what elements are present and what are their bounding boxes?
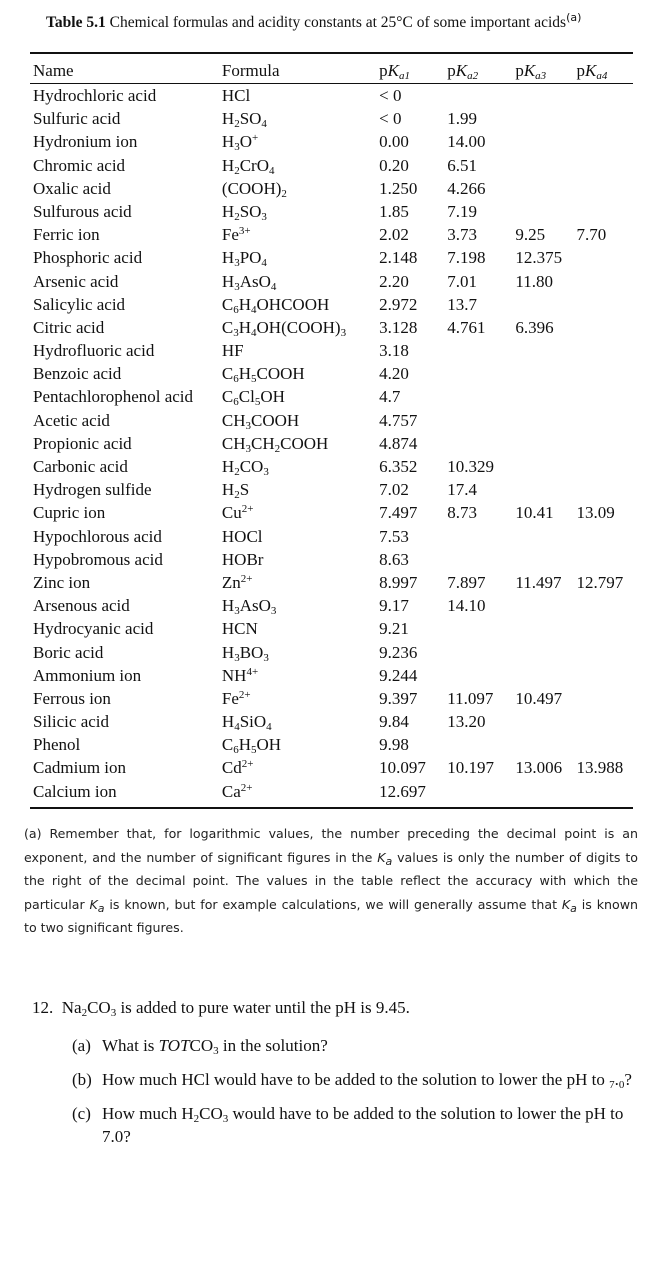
cell-pka4 [574, 780, 633, 803]
problem-part [32, 1034, 638, 1057]
caption-note-ref: (a) [566, 11, 582, 24]
table-row [30, 154, 633, 177]
cell-pka3: 11.497 [515, 572, 562, 592]
cell-pka2 [444, 548, 512, 571]
table-row [30, 780, 633, 803]
table-row [30, 293, 633, 316]
problem-part-label: (c) [72, 1104, 91, 1123]
table-row [30, 501, 633, 524]
cell-pka2: 11.097 [447, 688, 494, 708]
cell-pka2: 14.00 [447, 132, 486, 152]
caption-label: Table 5.1 [46, 14, 106, 31]
problem-parts [32, 1034, 638, 1148]
cell-formula: $Fe^{2+}$ [221, 688, 251, 708]
problem-part-text: How much $H_2CO_3$ would have to be added to the solution to lower the pH to 7.0? [102, 1104, 624, 1146]
cell-formula: $Ca^{2+}$ [221, 781, 253, 801]
cell-formula: $NH^{4+}$ [221, 665, 259, 685]
cell-pka1: 9.17 [379, 596, 409, 616]
cell-pka2 [444, 432, 512, 455]
cell-name: Phenol [33, 735, 81, 755]
cell-pka4 [574, 200, 633, 223]
cell-pka2 [444, 780, 512, 803]
cell-name: Pentachlorophenol acid [33, 387, 194, 407]
cell-pka1: < 0 [379, 109, 402, 129]
cell-pka3 [512, 733, 573, 756]
cell-pka1: 8.63 [379, 549, 409, 569]
cell-pka3: 11.80 [515, 271, 553, 291]
table-body [30, 84, 633, 803]
cell-name: Acetic acid [33, 410, 110, 430]
cell-pka2: 4.266 [447, 178, 486, 198]
cell-pka2: 7.19 [447, 201, 477, 221]
cell-formula: HCl [221, 86, 251, 105]
cell-formula: $C_6Cl_5OH$ [221, 387, 285, 409]
cell-pka2 [444, 664, 512, 687]
table-row [30, 432, 633, 455]
problem-part-text: How much HCl would have to be added to the solution to lower the pH to $_7._0$? [102, 1070, 632, 1091]
cell-pka4: 12.797 [576, 572, 624, 592]
cell-pka4 [574, 409, 633, 432]
cell-pka3 [512, 641, 573, 664]
cell-pka1: 4.20 [379, 364, 409, 384]
cell-pka3: 10.497 [515, 688, 563, 708]
table-row [30, 664, 633, 687]
cell-formula: $H_4SiO_4$ [221, 712, 272, 734]
cell-pka2: 7.01 [447, 271, 477, 291]
cell-name: Calcium ion [33, 781, 117, 801]
cell-pka4 [574, 687, 633, 710]
table-row [30, 84, 633, 107]
cell-pka4: 13.988 [576, 758, 624, 778]
cell-pka1: 4.874 [379, 433, 418, 453]
cell-name: Propionic acid [33, 433, 132, 453]
table-row [30, 617, 633, 640]
cell-pka4 [574, 525, 633, 548]
cell-pka2 [444, 339, 512, 362]
cell-pka3 [512, 617, 573, 640]
table-row [30, 270, 633, 293]
cell-pka3 [512, 154, 573, 177]
cell-formula: $C_6H_5OH$ [221, 735, 282, 757]
cell-formula: $H_3O^+$ [221, 132, 259, 154]
cell-pka4 [574, 84, 633, 107]
cell-pka3 [512, 409, 573, 432]
cell-name: Benzoic acid [33, 364, 122, 384]
cell-formula: $CH_3COOH$ [221, 410, 300, 432]
cell-pka3: 9.25 [515, 225, 546, 245]
problem-stem [32, 996, 638, 1020]
cell-pka2: 4.761 [447, 317, 486, 337]
cell-formula: $H_2SO_4$ [221, 109, 267, 131]
table-row [30, 246, 633, 269]
cell-pka1: 10.097 [379, 758, 426, 778]
cell-pka1: 12.697 [379, 781, 426, 801]
cell-name: Carbonic acid [33, 457, 128, 476]
table-top-rule [30, 52, 633, 54]
cell-pka1: 2.148 [379, 248, 418, 268]
caption-text: Chemical formulas and acidity constants at 25°C of some important acids [109, 14, 567, 31]
cell-name: Hydronium ion [33, 132, 138, 152]
cell-pka4 [574, 130, 633, 153]
cell-pka2 [444, 385, 512, 408]
table-row [30, 594, 633, 617]
table-row [30, 177, 633, 200]
cell-pka3 [512, 107, 573, 130]
cell-pka4 [574, 617, 633, 640]
cell-pka4 [574, 385, 633, 408]
cell-formula: HOBr [221, 549, 264, 569]
cell-pka2: 7.198 [447, 248, 486, 268]
cell-name: Hydrocyanic acid [33, 619, 154, 639]
cell-pka1: 2.02 [379, 225, 409, 245]
cell-pka3 [512, 548, 573, 571]
cell-formula: $C_3H_4OH(COOH)_3$ [221, 317, 347, 339]
cell-pka3 [512, 432, 573, 455]
problem-part [32, 1102, 638, 1148]
cell-formula: $H_3PO_4$ [221, 248, 267, 270]
cell-pka1: 7.497 [379, 503, 418, 523]
table-row [30, 571, 633, 594]
cell-pka4: 7.70 [576, 225, 607, 245]
cell-pka1: 2.972 [379, 294, 418, 314]
cell-pka2 [444, 525, 512, 548]
table-row [30, 130, 633, 153]
table-row [30, 385, 633, 408]
header-pka3: $pK_{a3}$ [515, 61, 547, 82]
cell-pka4 [574, 154, 633, 177]
cell-pka4 [574, 478, 633, 501]
cell-pka4 [574, 733, 633, 756]
table-footnote: (a) Remember that, for logarithmic values, the number preceding the decimal point is an exponent, and the number of significant figures in the $K_a$ values is only the number of digits to the right of the decimal point. The values in the table reflect the accuracy with which the particular $K_a$ is known, but for example calculations, we will generally assume that $K_a$ is known to two significant figures. [24, 826, 638, 935]
cell-pka4 [574, 293, 633, 316]
cell-pka4 [574, 432, 633, 455]
cell-formula: $H_3BO_3$ [221, 642, 269, 664]
cell-formula: $Fe^{3+}$ [221, 225, 251, 245]
cell-pka4 [574, 339, 633, 362]
cell-pka1: 3.18 [379, 341, 409, 361]
problem-part [32, 1068, 638, 1091]
cell-formula: $(COOH)_2$ [221, 178, 287, 200]
cell-pka3 [512, 594, 573, 617]
cell-pka3: 6.396 [515, 317, 554, 337]
cell-formula: HOCl [221, 526, 263, 546]
cell-pka2: 8.73 [447, 503, 477, 523]
problem-part-label: (b) [72, 1070, 92, 1089]
table-row [30, 687, 633, 710]
header-formula: Formula [221, 61, 280, 80]
cell-formula: $H_2S$ [221, 480, 250, 502]
cell-pka3 [512, 455, 573, 478]
cell-pka1: 9.236 [379, 642, 418, 662]
cell-name: Hydrofluoric acid [33, 341, 155, 361]
cell-formula: $Zn^{2+}$ [221, 572, 253, 592]
cell-pka2: 3.73 [447, 225, 477, 245]
cell-pka4 [574, 455, 633, 478]
cell-pka4 [574, 246, 633, 269]
cell-name: Sulfurous acid [33, 201, 132, 221]
cell-pka2: 6.51 [447, 155, 477, 175]
cell-name: Arsenous acid [33, 596, 130, 616]
cell-pka1: 0.20 [379, 155, 409, 175]
cell-name: Hypochlorous acid [33, 526, 162, 546]
problem-part-text: What is $TOTCO_3$ in the solution? [102, 1036, 328, 1057]
cell-pka3 [512, 293, 573, 316]
cell-pka3 [512, 710, 573, 733]
cell-pka2 [444, 733, 512, 756]
cell-pka3 [512, 339, 573, 362]
table-row [30, 362, 633, 385]
cell-pka3: 10.41 [515, 503, 554, 523]
cell-name: Silicic acid [33, 712, 110, 732]
cell-name: Ferric ion [33, 225, 100, 245]
cell-pka1: 9.397 [379, 688, 418, 708]
cell-name: Salicylic acid [33, 294, 126, 314]
cell-pka3 [512, 130, 573, 153]
cell-pka2 [444, 641, 512, 664]
cell-pka1: 9.244 [379, 665, 418, 685]
problem-12 [32, 996, 638, 1159]
table-row [30, 455, 633, 478]
cell-pka2 [444, 617, 512, 640]
table-row [30, 409, 633, 432]
cell-name: Zinc ion [33, 572, 91, 592]
table-row [30, 710, 633, 733]
acidity-table [30, 58, 633, 803]
cell-pka1: 3.128 [379, 317, 418, 337]
cell-pka4 [574, 107, 633, 130]
cell-name: Sulfuric acid [33, 109, 121, 129]
cell-formula: $H_2CrO_4$ [221, 155, 275, 177]
cell-formula: HCN [221, 619, 258, 639]
cell-formula: $C_6H_5COOH$ [221, 364, 305, 386]
table-row [30, 548, 633, 571]
cell-pka3 [512, 84, 573, 107]
cell-pka1: 1.85 [379, 201, 409, 221]
table-row [30, 107, 633, 130]
cell-pka1: 7.02 [379, 480, 409, 500]
cell-pka1: < 0 [379, 86, 402, 105]
cell-pka3 [512, 664, 573, 687]
cell-pka2: 10.197 [447, 758, 494, 778]
table-row [30, 756, 633, 779]
cell-pka3 [512, 525, 573, 548]
table-row [30, 641, 633, 664]
cell-pka4 [574, 594, 633, 617]
cell-pka2: 13.20 [447, 712, 486, 732]
cell-pka1: 7.53 [379, 526, 409, 546]
cell-pka2 [444, 409, 512, 432]
cell-name: Cupric ion [33, 503, 106, 523]
cell-pka3 [512, 177, 573, 200]
table-row [30, 200, 633, 223]
table-bottom-rule [30, 807, 633, 809]
cell-name: Chromic acid [33, 155, 126, 175]
cell-pka4 [574, 664, 633, 687]
cell-pka3 [512, 780, 573, 803]
problem-stem-text: $Na_2CO_3$ is added to pure water until the pH is 9.45. [61, 998, 410, 1019]
cell-formula: $H_3AsO_3$ [221, 596, 277, 618]
cell-pka4 [574, 270, 633, 293]
table-row [30, 478, 633, 501]
problem-number: 12. [32, 998, 54, 1017]
cell-formula: $Cd^{2+}$ [221, 758, 254, 778]
cell-name: Hydrochloric acid [33, 86, 157, 105]
header-pka1: $pK_{a1}$ [379, 61, 410, 82]
cell-name: Boric acid [33, 642, 104, 662]
cell-pka3 [512, 200, 573, 223]
cell-pka2: 14.10 [447, 596, 486, 616]
cell-pka1: 4.7 [379, 387, 401, 407]
cell-pka1: 1.250 [379, 178, 418, 198]
cell-formula: $H_3AsO_4$ [221, 271, 277, 293]
cell-pka2: 7.897 [447, 572, 486, 592]
cell-name: Hypobromous acid [33, 549, 163, 569]
cell-pka3: 13.006 [515, 758, 563, 778]
cell-pka3 [512, 478, 573, 501]
header-pka2: $pK_{a2}$ [447, 61, 479, 82]
cell-pka2: 10.329 [447, 457, 494, 476]
cell-pka1: 9.84 [379, 712, 409, 732]
cell-pka1: 9.21 [379, 619, 409, 639]
cell-pka4 [574, 548, 633, 571]
table-row [30, 316, 633, 339]
cell-name: Hydrogen sulfide [33, 480, 152, 500]
cell-pka2: 17.4 [447, 480, 477, 500]
cell-formula: $C_6H_4OHCOOH$ [221, 294, 330, 316]
cell-name: Ammonium ion [33, 665, 142, 685]
cell-pka3 [512, 385, 573, 408]
cell-formula: $Cu^{2+}$ [221, 503, 254, 523]
cell-pka4 [574, 641, 633, 664]
cell-pka1: 4.757 [379, 410, 418, 430]
table-row [30, 339, 633, 362]
cell-name: Phosphoric acid [33, 248, 143, 268]
cell-name: Cadmium ion [33, 758, 127, 778]
table-header-row [30, 58, 633, 84]
cell-formula: $CH_3CH_2COOH$ [221, 433, 329, 455]
cell-name: Ferrous ion [33, 688, 111, 708]
header-pka4: $pK_{a4}$ [576, 61, 608, 82]
cell-pka2 [444, 84, 512, 107]
cell-pka4 [574, 710, 633, 733]
cell-pka1: 0.00 [379, 132, 409, 152]
table-row [30, 733, 633, 756]
cell-pka4 [574, 362, 633, 385]
cell-pka4: 13.09 [576, 503, 615, 523]
cell-pka2 [444, 362, 512, 385]
table-caption [46, 11, 582, 32]
cell-pka1: 9.98 [379, 735, 409, 755]
problem-part-label: (a) [72, 1036, 91, 1055]
cell-pka1: 2.20 [379, 271, 409, 291]
cell-pka1: 6.352 [379, 457, 418, 476]
table-row [30, 223, 633, 246]
cell-formula: HF [221, 341, 244, 361]
cell-formula: $H_2CO_3$ [221, 457, 269, 478]
cell-pka4 [574, 316, 633, 339]
cell-name: Citric acid [33, 317, 105, 337]
cell-formula: $H_2SO_3$ [221, 201, 267, 223]
cell-pka2: 1.99 [447, 109, 477, 129]
header-name: Name [33, 61, 74, 80]
cell-pka3: 12.375 [515, 248, 563, 268]
cell-pka4 [574, 177, 633, 200]
table-row [30, 525, 633, 548]
cell-name: Oxalic acid [33, 178, 111, 198]
cell-pka1: 8.997 [379, 572, 418, 592]
cell-pka3 [512, 362, 573, 385]
cell-name: Arsenic acid [33, 271, 119, 291]
cell-pka2: 13.7 [447, 294, 477, 314]
